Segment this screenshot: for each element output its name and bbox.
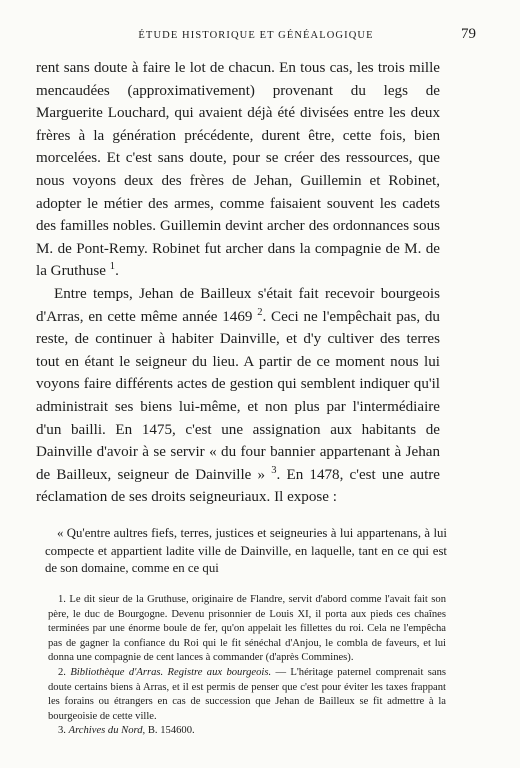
footnote-1 bbox=[48, 593, 446, 666]
quotation-text: « Qu'entre aultres fiefs, terres, justices et seigneuries à lui appartenans, à lui compecte et appartient ladite ville de Dainville, en laquelle, tant en ce qui est de son domaine, comme en ce qui bbox=[45, 526, 447, 576]
footnote-2-source: Bibliothèque d'Arras. Registre aux bourgeois. bbox=[70, 666, 272, 678]
page-header bbox=[36, 26, 476, 44]
footnote-2-number: 2. bbox=[58, 666, 66, 678]
footnote-3-text: B. 154600. bbox=[145, 725, 195, 737]
footnote-2 bbox=[48, 666, 446, 724]
footnote-1-text: Le dit sieur de la Gruthuse, originaire de Flandre, servit d'abord comme l'avait fait son père, le duc de Bourgogne. Devenu prisonnier de Louis XI, il porta aux pieds ces chaînes terminées par une énorme boule de fer, qu'on appelait les fillettes du roi. Cela ne l'empêcha pas de gagner la confiance du Roi qui le fit sénéchal d'Anjou, le combla de faveurs, et lui donna une compagnie de cent lances à commander (d'après Commines). bbox=[48, 594, 446, 664]
quotation-block bbox=[45, 525, 447, 578]
paragraph-2-text-b: . Ceci ne l'empêchait pas, du reste, de continuer à habiter Dainville, et d'y cultiver des terres tout en étant le seigneur du lieu. A partir de ce moment nous lui voyons faire différents actes de gestion qui semblent indiquer qu'il administrait ses biens lui-même, et non plus par l'intermédiaire d'un bailli. En 1475, c'est une assignation aux habitants de Dainville d'avoir à se servir « du four bannier appartenant à Jehan de Bailleux, seigneur de Dainville » bbox=[36, 308, 440, 483]
footnote-ref-2: 2 bbox=[257, 306, 263, 318]
footnote-3 bbox=[48, 724, 446, 739]
paragraph-2-text-a: Entre temps, Jehan de Bailleux s'était fait recevoir bourgeois d'Arras, en cette même année 1469 bbox=[36, 285, 440, 325]
running-title: ÉTUDE HISTORIQUE ET GÉNÉALOGIQUE bbox=[138, 30, 374, 41]
footnotes bbox=[48, 593, 446, 739]
footnote-ref-3: 3 bbox=[271, 464, 277, 476]
main-text bbox=[36, 57, 440, 509]
paragraph-2 bbox=[36, 283, 440, 509]
footnote-3-number: 3. bbox=[58, 725, 66, 737]
paragraph-1: rent sans doute à faire le lot de chacun. En tous cas, les trois mille mencaudées (approximativement) provenant du legs de Marguerite Louchard, qui avaient déjà été divisées entre les deux frères à la génération précédente, durent être, cette fois, bien morcelées. Et c'est sans doute, pour se créer des ressources, que nous voyons deux des frères de Jehan, Guillemin et Robinet, adopter le métier des armes, comme faisaient souvent les cadets des familles nobles. Guillemin devint archer des ordonnances sous M. de Pont-Remy. Robinet fut archer dans la compagnie de M. de la Gruthuse $^1$. bbox=[36, 60, 440, 280]
footnote-3-source: Archives du Nord, bbox=[68, 725, 146, 737]
footnote-2-text: — L'héritage paternel comprenait sans doute certains biens à Arras, et il est permis de penser que c'est pour éviter les taxes frappant les forains ou étrangers en cas de succession que Jehan de Bailleux se fit admettre à la bourgeoisie de cette ville. bbox=[48, 666, 446, 722]
paragraph-1-text: rent sans doute à faire le lot de chacun. En tous cas, les trois mille mencaudées (approximativement) provenant du legs de Marguerite Louchard, qui avaient déjà été divisées entre les deux frères à la génération précédente, durent être, cette fois, bien morcelées. Et c'est sans doute, pour se créer des ressources, que nous voyons deux des frères de Jehan, Guillemin et Robinet, adopter le métier des armes, comme faisaient souvent les cadets des familles nobles. Guillemin devint archer des ordonnances sous M. de Pont-Remy. Robinet fut archer dans la compagnie de M. de la Gruthuse bbox=[36, 60, 440, 280]
paragraph-2-text-c: . En 1478, c'est une autre réclamation de ses droits seigneuriaux. Il expose : bbox=[36, 466, 440, 506]
page-number: 79 bbox=[461, 26, 476, 42]
footnote-1-number: 1. bbox=[58, 594, 66, 605]
footnote-ref-1: 1 bbox=[109, 261, 116, 273]
